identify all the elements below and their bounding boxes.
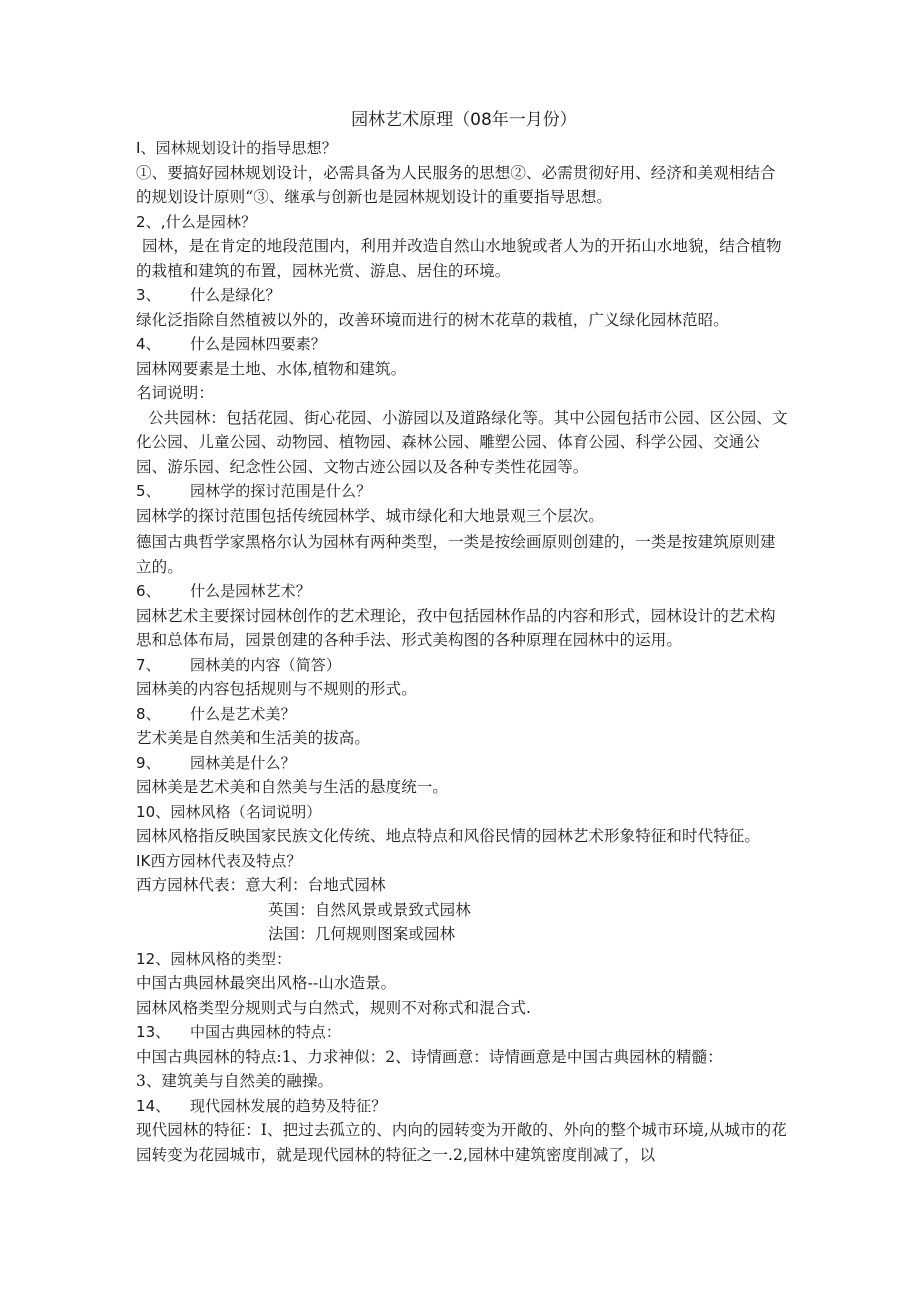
question-6-number: 6、 xyxy=(136,582,161,600)
question-2: 2、,什么是园林？ xyxy=(136,212,257,231)
answer-12-b: 园林风格类型分规则式与白然式，规则不对称式和混合式. xyxy=(136,998,532,1017)
term-definition: 公共园林：包括花园、街心花园、小游园以及道路绿化等。其中公园包括市公园、区公园、文化公园、儿童公园、动物园、植物园、森林公园、雕塑公园、体育公园、科学公园、交通公园、游乐园、纪念性公园、文物古迹公园以及各种专类性花园等。 xyxy=(136,408,788,476)
question-4-number: 4、 xyxy=(136,335,161,353)
question-8-text: 什么是艺术美？ xyxy=(190,704,296,723)
question-8 xyxy=(136,702,788,727)
question-9 xyxy=(136,751,788,776)
answer-6: 园林艺术主要探讨园林创作的艺术理论，孜中包括园林作品的内容和形式，园林设计的艺术构思和总体布局，园景创建的各种手法、形式美构图的各种原理在园林中的运用。 xyxy=(136,606,776,649)
question-1: I、园林规划设计的指导思想？ xyxy=(136,139,337,157)
question-6 xyxy=(136,579,788,604)
answer-4: 园林网要素是土地、水体,植物和建筑。 xyxy=(136,359,407,378)
question-3 xyxy=(136,283,788,308)
question-4 xyxy=(136,332,788,357)
question-9-text: 园林美是什么？ xyxy=(190,753,296,772)
answer-11-italy: 西方园林代表：意大利：台地式园林 xyxy=(136,876,386,894)
answer-7: 园林美的内容包括规则与不规则的形式。 xyxy=(136,680,417,698)
question-14-text: 现代园林发展的趋势及特征？ xyxy=(190,1096,387,1115)
question-13-number: 13、 xyxy=(136,1023,171,1041)
answer-12-a: 中国古典园林最突出风格--山水造景。 xyxy=(136,974,397,992)
question-8-number: 8、 xyxy=(136,704,161,723)
term-heading: 名词说明： xyxy=(136,384,215,402)
question-12: 12、园林风格的类型： xyxy=(136,949,292,968)
answer-13-a: 中国古典园林的特点:1、力求神似：2、诗情画意：诗情画意是中国古典园林的精髓： xyxy=(136,1047,723,1066)
question-3-text: 什么是绿化？ xyxy=(190,286,281,304)
answer-5: 园林学的探讨范围包括传统园林学、城市绿化和大地景观三个层次。 xyxy=(136,506,605,525)
question-13 xyxy=(136,1020,788,1045)
answer-1: ①、要搞好园林规划设计，必需具备为人民服务的思想②、必需贯彻好用、经济和美观相结合的规划设计原则“③、继承与创新也是园林规划设计的重要指导思想。 xyxy=(136,163,776,206)
answer-14: 现代园林的特征：I、把过去孤立的、内向的园转变为开敞的、外向的整个城市环境,从城市的花园转变为花园城市，就是现代园林的特征之一.2,园林中建筑密度削减了，以 xyxy=(136,1121,787,1164)
question-4-text: 什么是园林四要素？ xyxy=(190,335,326,353)
question-7 xyxy=(136,653,788,678)
question-6-text: 什么是园林艺术？ xyxy=(190,582,311,600)
question-5 xyxy=(136,479,788,504)
answer-8: 艺术美是自然美和生活美的拔高。 xyxy=(136,729,371,747)
answer-13-b: 3、建筑美与自然美的融操。 xyxy=(136,1072,334,1090)
question-11: IK西方园林代表及特点？ xyxy=(136,851,302,870)
answer-3: 绿化泛指除自然植被以外的，改善环境而进行的树木花草的栽植，广义绿化园林范昭。 xyxy=(136,310,729,329)
question-10: 10、园林风格（名词说明） xyxy=(136,802,322,821)
answer-11-france: 法国：几何规则图案或园林 xyxy=(268,925,456,943)
document-title: 园林艺术原理（08年一月份） xyxy=(351,110,577,130)
question-9-number: 9、 xyxy=(136,753,161,772)
question-5-number: 5、 xyxy=(136,482,161,500)
document-page xyxy=(136,106,788,1167)
answer-9: 园林美是艺术美和自然美与生活的悬度统一。 xyxy=(136,778,449,796)
answer-11-england: 英国：自然风景或景致式园林 xyxy=(268,900,471,919)
question-7-text: 园林美的内容（简答） xyxy=(190,655,342,674)
question-14 xyxy=(136,1094,788,1119)
answer-10: 园林风格指反映国家民族文化传统、地点特点和风俗民情的园林艺术形象特征和时代特征。 xyxy=(136,827,761,845)
answer-5-extra: 德国古典哲学家黑格尔认为园林有两种类型，一类是按绘画原则创建的，一类是按建筑原则建立的。 xyxy=(136,533,776,576)
question-5-text: 园林学的探讨范围是什么？ xyxy=(190,482,372,500)
question-13-text: 中国古典园林的特点： xyxy=(190,1023,342,1041)
question-3-number: 3、 xyxy=(136,286,161,304)
question-14-number: 14、 xyxy=(136,1096,171,1115)
answer-2: 园林，是在肯定的地段范围内，利用并改造自然山水地貌或者人为的开拓山水地貌，结合植物的栽植和建筑的布置，园林光赏、游息、居住的环境。 xyxy=(136,237,782,280)
question-7-number: 7、 xyxy=(136,655,161,674)
